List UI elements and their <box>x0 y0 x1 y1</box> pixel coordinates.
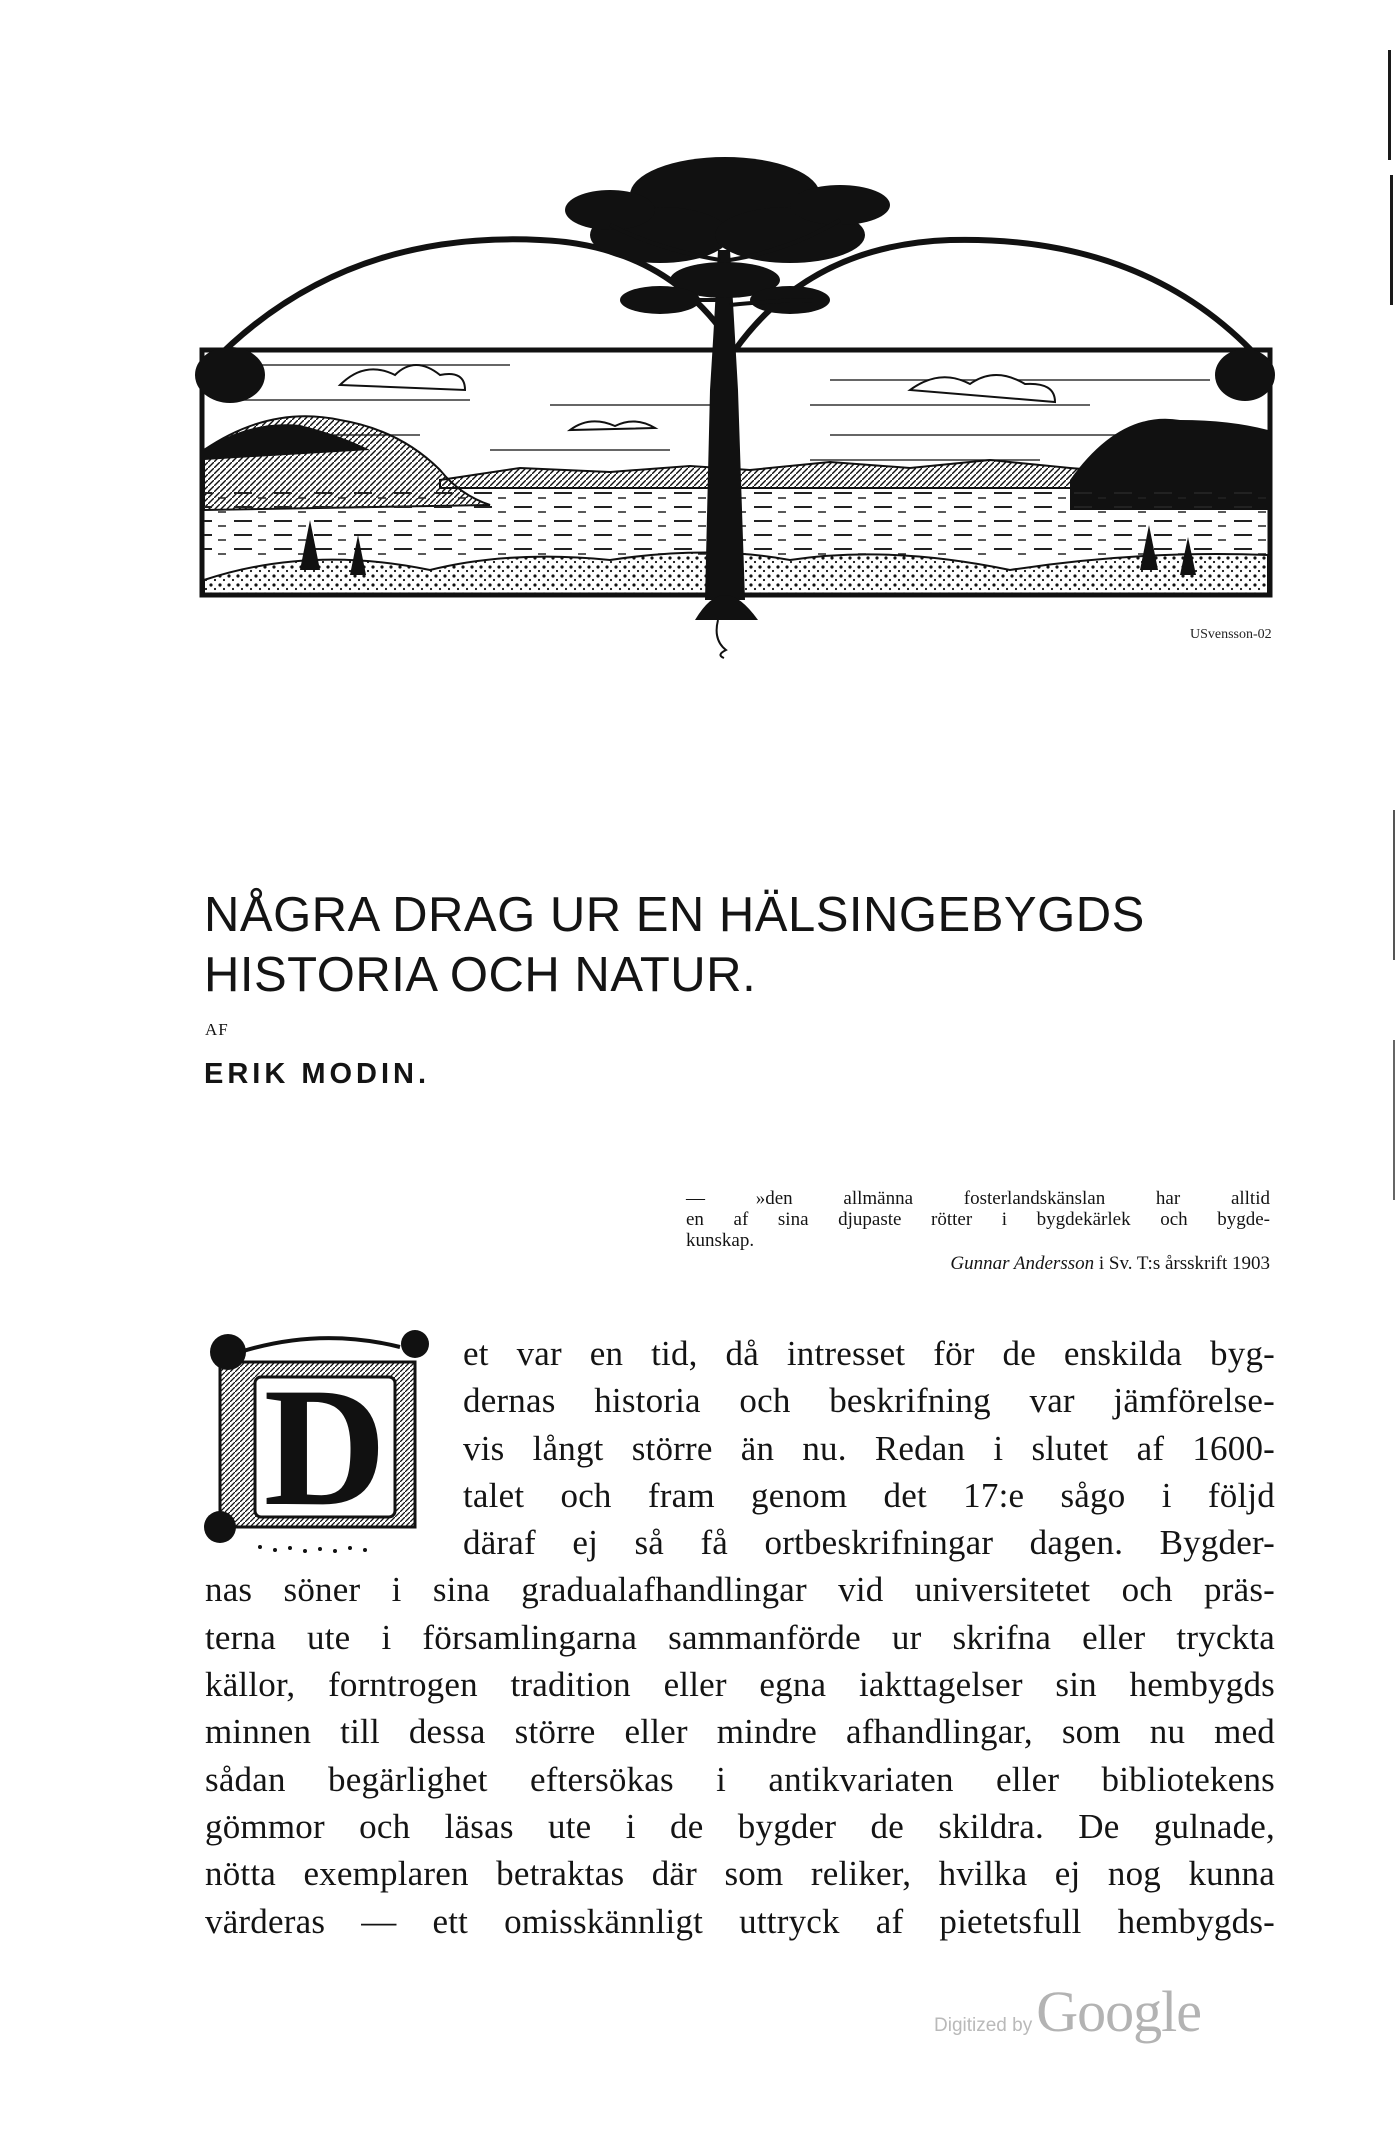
body-line: et var en tid, då intresset för de enskilda byg- <box>463 1334 1275 1373</box>
scan-edge-mark <box>1388 50 1391 160</box>
epigraph-line: en af sina djupaste rötter i bygdekärlek och bygde- <box>686 1209 1270 1230</box>
landscape-engraving <box>190 150 1280 660</box>
scan-edge-mark <box>1390 175 1393 305</box>
title-line-2: HISTORIA OCH NATUR. <box>204 948 757 1002</box>
body-line: talet och fram genom det 17:e sågo i följd <box>463 1475 1275 1515</box>
epigraph-source-author: Gunnar Andersson <box>950 1253 1095 1274</box>
epigraph-source-rest: i Sv. T:s årsskrift 1903 <box>1094 1253 1270 1274</box>
body-line: nötta exemplaren betraktas där som reliker, hvilka ej nog kunna <box>205 1854 1275 1894</box>
dropcap-letter: D <box>263 1353 387 1541</box>
body-line: vis långt större än nu. Redan i slutet af 1600- <box>463 1428 1275 1468</box>
body-text <box>205 1330 1275 1945</box>
scan-edge-mark <box>1393 810 1395 960</box>
body-line: terna ute i församlingarna sammanförde ur skrifna eller tryckta <box>205 1617 1275 1657</box>
body-line: däraf ej så få ortbeskrifningar dagen. Bygder- <box>463 1523 1275 1563</box>
title-line-1: NÅGRA DRAG UR EN HÄLSINGEBYGDS <box>204 888 1145 942</box>
body-line: nas söner i sina gradualafhandlingar vid universitetet och präs- <box>205 1570 1275 1610</box>
watermark-prefix: Digitized by <box>934 2015 1033 2036</box>
body-line: dernas historia och beskrifning var jämförelse- <box>463 1381 1275 1421</box>
author-name: ERIK MODIN. <box>204 1058 431 1090</box>
digitized-by-watermark <box>934 1978 1201 2045</box>
body-line: sådan begärlighet eftersökas i antikvariaten eller bibliotekens <box>205 1759 1275 1799</box>
body-line: gömmor och läsas ute i de bygder de skildra. De gulnade, <box>205 1806 1275 1846</box>
epigraph-line: — »den allmänna fosterlandskänslan har alltid <box>686 1188 1270 1209</box>
scan-edge-mark <box>1393 1040 1395 1200</box>
body-line: källor, forntrogen tradition eller egna iakttagelser sin hembygds <box>205 1665 1275 1705</box>
byline-prefix: AF <box>205 1020 229 1039</box>
illustration-signature: USvensson-02 <box>1190 627 1272 642</box>
body-line: minnen till dessa större eller mindre afhandlingar, som nu med <box>205 1712 1275 1752</box>
watermark-logo: Google <box>1036 1979 1201 2044</box>
body-line: värderas — ett omisskännligt uttryck af pietetsfull hembygds- <box>205 1901 1275 1941</box>
epigraph-line: kunskap. <box>686 1230 755 1251</box>
header-illustration <box>190 150 1280 660</box>
epigraph-source <box>686 1253 1270 1274</box>
article-title <box>204 885 1204 1005</box>
epigraph <box>686 1188 1270 1274</box>
